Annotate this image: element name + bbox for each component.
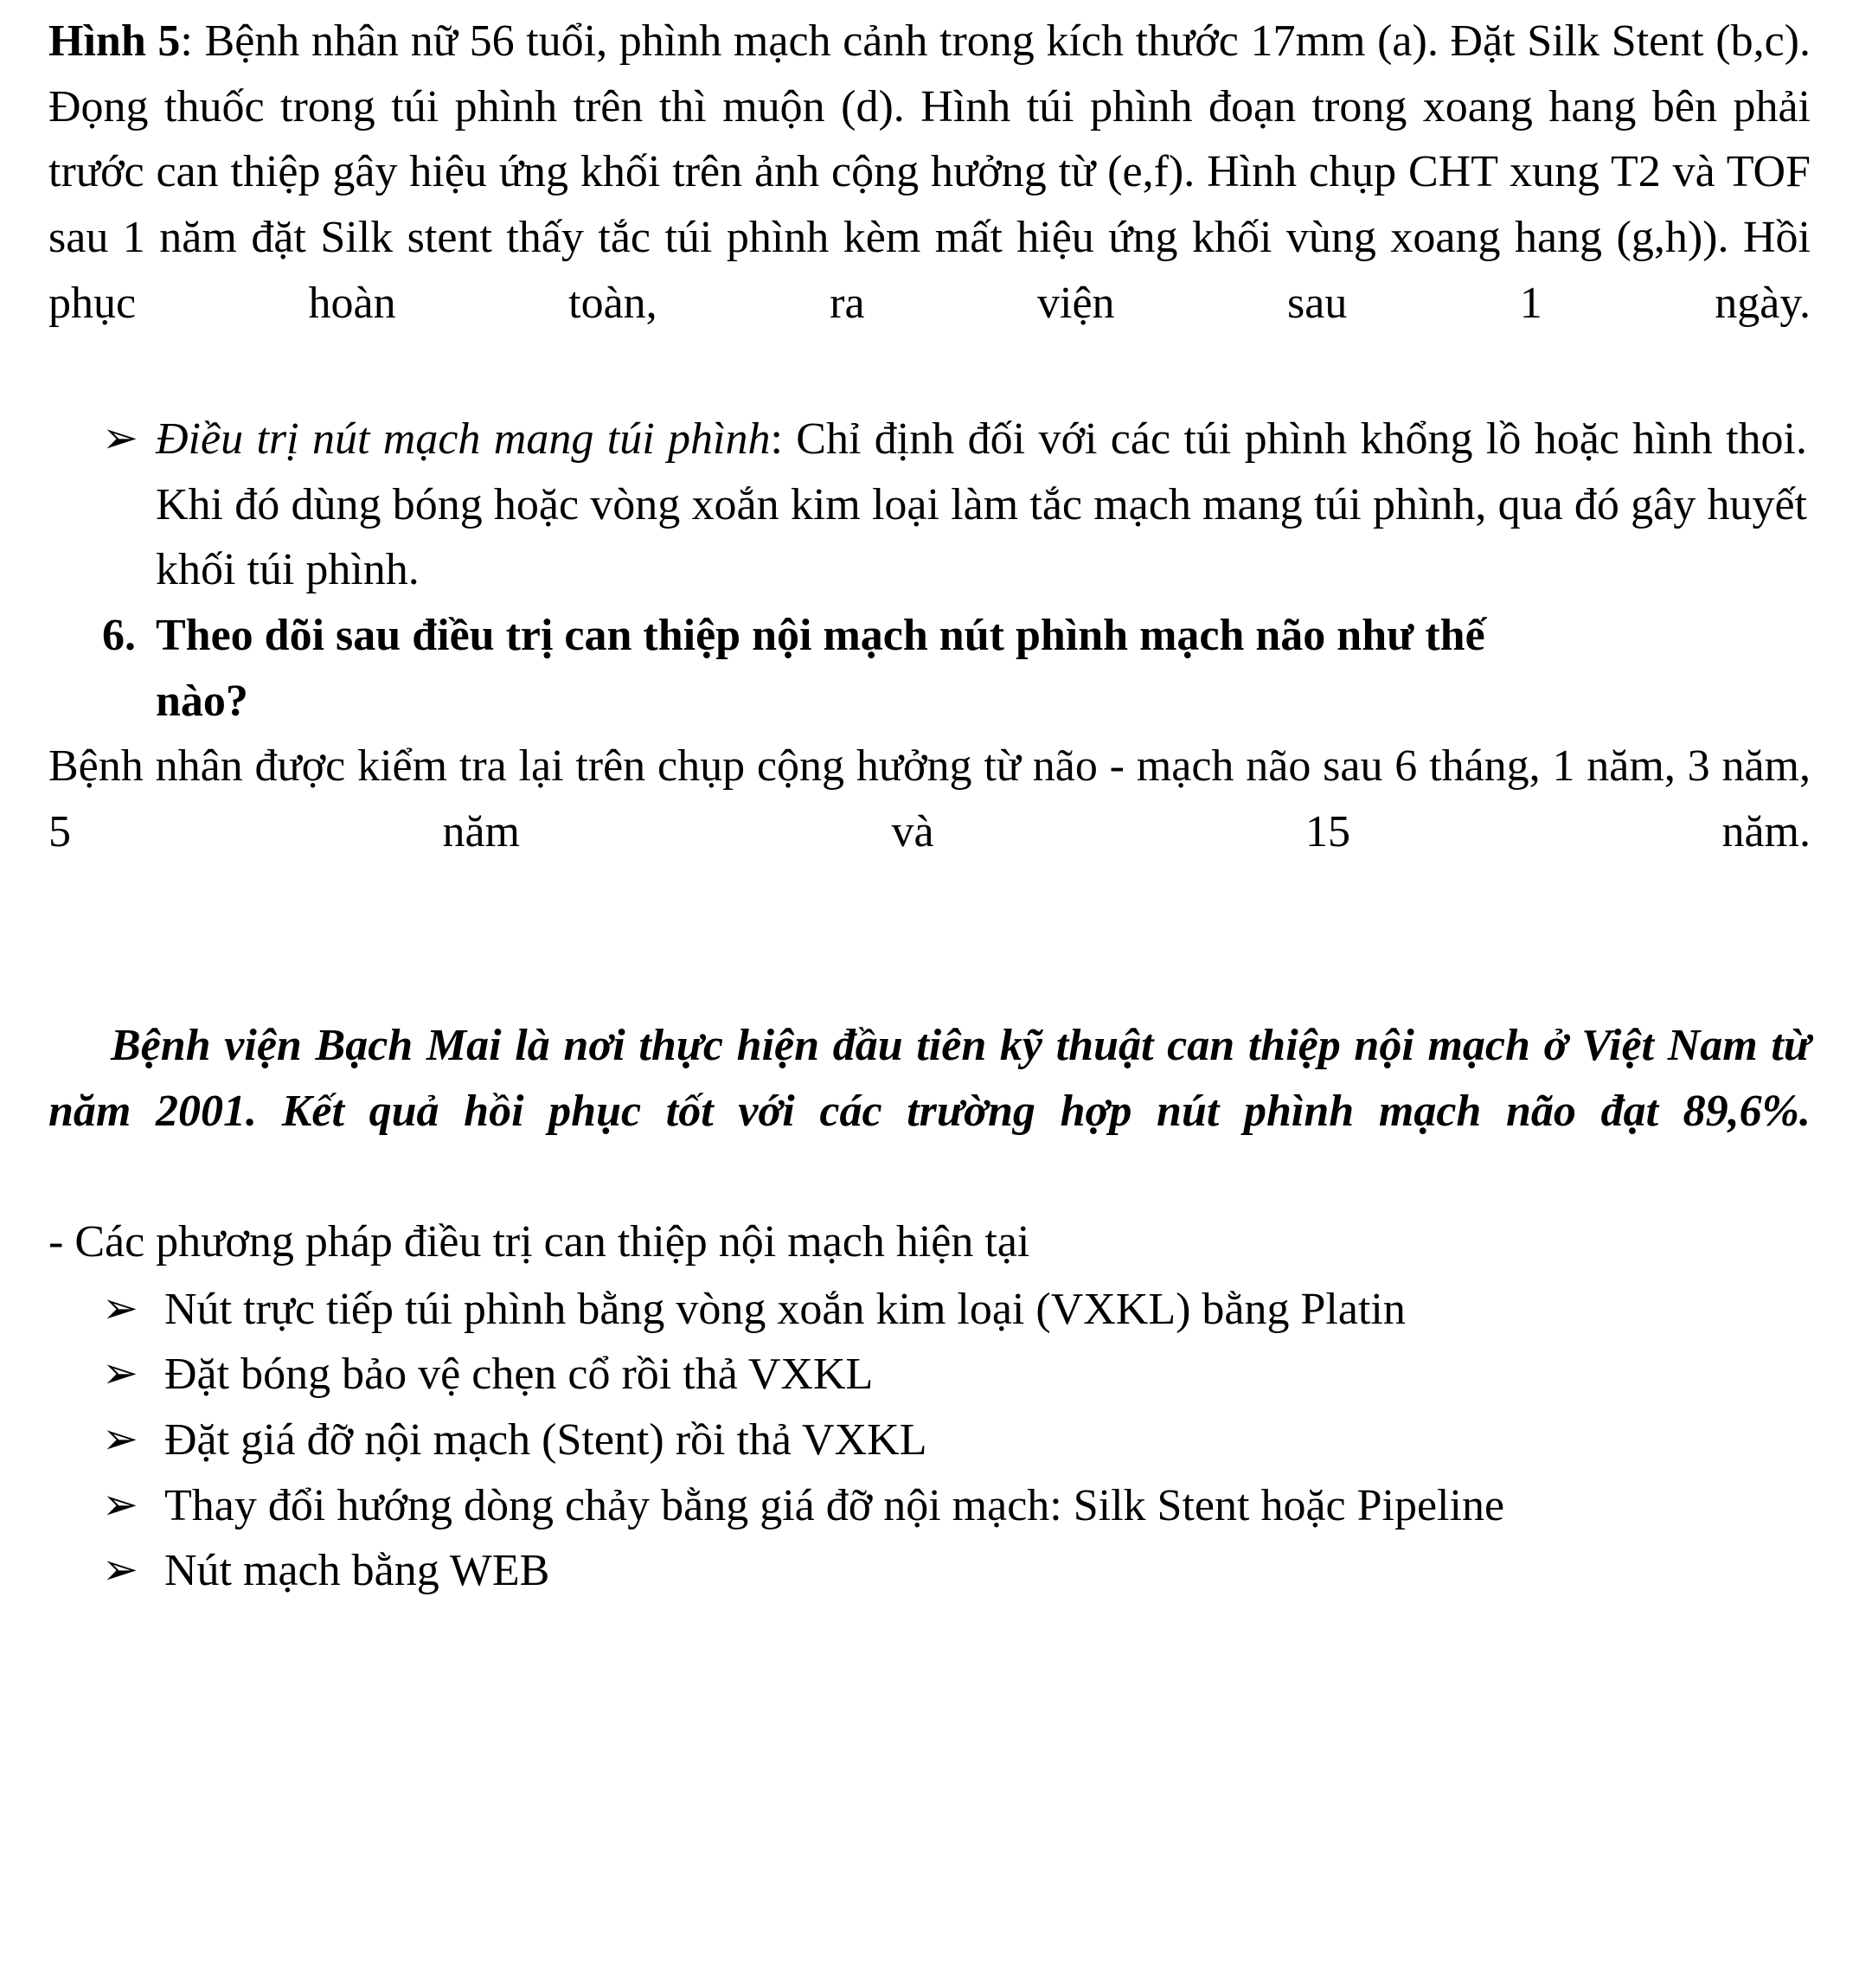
arrow-bullet-icon: ➢ [102,1349,138,1398]
section-heading [102,603,1811,734]
section-body-paragraph: Bệnh nhân được kiểm tra lại trên chụp cộng hưởng từ não - mạch não sau 6 tháng, 1 năm, 3 năm, 5 năm và 15 năm. [48,741,1811,856]
bullet-emphasis-text: Điều trị nút mạch mang túi phình [156,414,771,464]
section-heading-line-1: Theo dõi sau điều trị can thiệp nội mạch nút phình mạch não như thế [156,610,1485,660]
list-item [102,1408,1811,1473]
document-body [48,9,1811,1604]
figure-caption-paragraph [48,9,1811,401]
figure-caption-separator: : [180,16,205,66]
figure-caption-label: Hình 5 [48,16,181,66]
list-item [102,1538,1811,1604]
section-number: 6. [102,610,136,660]
list-item-text: Đặt giá đỡ nội mạch (Stent) rồi thả VXKL [164,1415,927,1465]
arrow-bullet-icon: ➢ [102,1283,138,1332]
list-item-text: Nút mạch bằng WEB [164,1546,550,1596]
arrow-bullet-icon: ➢ [102,413,138,462]
list-item-text: Thay đổi hướng dòng chảy bằng giá đỡ nội mạch: Silk Stent hoặc Pipeline [164,1480,1505,1530]
bullet-separator: : [770,414,797,464]
figure-caption-text: Bệnh nhân nữ 56 tuổi, phình mạch cảnh trong kích thước 17mm (a). Đặt Silk Stent (b,c). Đọng thuốc trong túi phình trên thì muộn (d). Hình túi phình đoạn trong xoang hang bên phải trước can thiệp gây hiệu ứng khối trên ảnh cộng hưởng từ (e,f). Hình chụp CHT xung T2 và TOF sau 1 năm đặt Silk stent thấy tắc túi phình kèm mất hiệu ứng khối vùng xoang hang (g,h)). Hồi phục hoàn toàn, ra viện sau 1 ngày. [48,16,1811,328]
list-item [102,1473,1811,1539]
list-item [102,1342,1811,1408]
treatment-bullet-list [102,407,1807,603]
methods-intro-line: - Các phương pháp điều trị can thiệp nội mạch hiện tại [48,1217,1030,1267]
highlight-paragraph: Bệnh viện Bạch Mai là nơi thực hiện đầu tiên kỹ thuật can thiệp nội mạch ở Việt Nam từ năm 2001. Kết quả hồi phục tốt với các trường hợp nút phình mạch não đạt 89,6%. [48,1021,1811,1136]
arrow-bullet-icon: ➢ [102,1545,138,1594]
list-item-text: Nút trực tiếp túi phình bằng vòng xoắn kim loại (VXKL) bằng Platin [164,1284,1406,1334]
list-item [102,407,1807,603]
section-heading-line-2: nào? [156,676,248,726]
paragraph-spacer [48,930,1811,1013]
bullet-body-text: Chỉ định đối với các túi phình khổng lồ hoặc hình thoi. Khi đó dùng bóng hoặc vòng xoắn kim loại làm tắc mạch mang túi phình, qua đó gây huyết khối túi phình. [156,414,1807,595]
list-item [102,1277,1811,1343]
list-item-text [156,407,1807,603]
methods-bullet-list [102,1277,1811,1604]
arrow-bullet-icon: ➢ [102,1414,138,1464]
arrow-bullet-icon: ➢ [102,1479,138,1529]
list-item-text: Đặt bóng bảo vệ chẹn cổ rồi thả VXKL [164,1350,874,1400]
